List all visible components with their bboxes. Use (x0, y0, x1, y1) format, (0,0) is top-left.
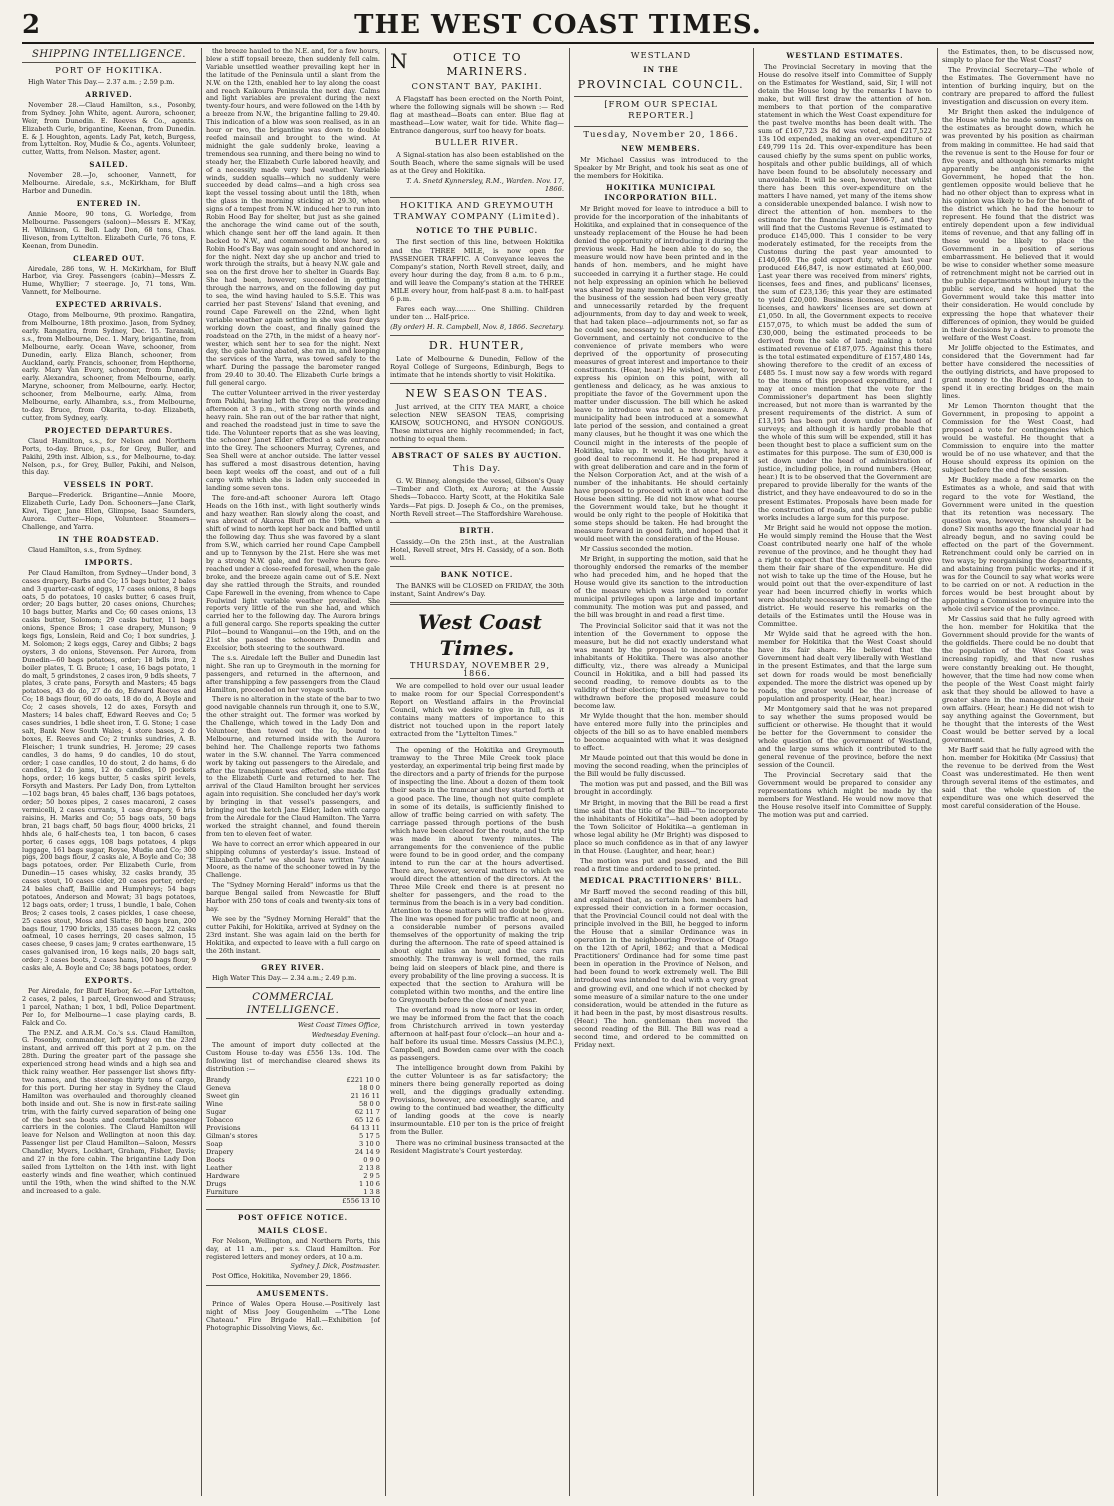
council-paragraph: Mr Maude pointed out that this would be done in moving the second reading, when the principles of the Bill would be fully discussed. (574, 754, 748, 779)
duty-value: 0 9 0 (363, 1155, 380, 1164)
pakihi-note: We see by the "Sydney Morning Herald" that the cutter Pakihi, for Hokitika, arrived at Sydney on the 23rd instant. She was again laid on the berth for Hokitika, and expected to leave with a full cargo on the 26th instant. (206, 914, 380, 955)
divider (390, 522, 564, 523)
editorial-paragraph: The intelligence brought down from Pakihi by the cutter Volunteer is as far satisfactory; the miners there being generally reported as doing well, and the diggings gradually extending. Provisions, however, are exceedingly scarce, and owing to the continued bad weather, the difficulty of landing goods at the cove is nearly insurmountable. £10 per ton is the price of freight from the Buller. (390, 1064, 564, 1137)
masthead (22, 8, 1094, 44)
duty-item: Sugar (206, 1107, 227, 1116)
duty-table (206, 1076, 380, 1205)
airedale-report: The s.s. Airedale left the Buller and Dunedin last night. She ran up to Greymouth in the morning for passengers, and returned in the afternoon, and after transhipping a few passengers from the Claud Hamilton, proceeded on her voyage south. (206, 653, 380, 694)
duty-value: 2 13 8 (359, 1163, 380, 1172)
roadstead-text: Claud Hamilton, s.s., from Sydney. (28, 545, 142, 554)
council-date: Tuesday, November 20, 1866. (583, 130, 739, 140)
duty-row (206, 1180, 380, 1188)
duty-row (206, 1108, 380, 1116)
column-rule (937, 48, 938, 1496)
in-port-text: Barque—Frederick. Brigantine—Annie Moore, Elizabeth Curle, Lady Don. Schooners—Jane Clark, Kiwi, Tiger, Jane Ellen, Glimpse, Isaac Saunders, Aurora. Cutter—Hope, Volunteer. Steamers—Challenge, and Yarra. (22, 491, 196, 531)
estimates-paragraph: Mr Joliffe objected to the Estimates, and considered that the Government had far better have considered the necessities of the outlying districts, and have proposed to grant money to the Road Boards, than to spend it in erecting bridges on the main lines. (942, 343, 1094, 400)
duty-row (206, 1076, 380, 1084)
divider (206, 1285, 380, 1286)
tramway-signature: (By order) H. R. Campbell, Nov. 8, 1866. Secretary. (390, 322, 564, 331)
estimates-paragraph: Mr Bright then asked the indulgence of the House while he made some remarks on the estimates as brought down, which he was prevented by his position as chairman from making in committee. He had said that the revenue is sent to the House for four or five years, and although his remarks might apparently be antagonistic to the Government, he hoped that the hon. gentlemen opposite would believe that he had no other object than to express what in his opinion was likely to be for the benefit of the district which he had the honour to represent. He found that the district was entirely dependent upon a few individual items of revenue, and that any falling off in these would be likely to place the Government in a position of serious embarrassment. He believed that it would be wise to consider whether some measure of retrenchment might not be carried out in the public departments without injury to the public service, and he hoped that the Government would take this matter into their consideration. He would conclude by expressing the hope that whatever their differences of opinion, they would be guided in their decisions by a desire to promote the welfare of the West Coast. (942, 108, 1094, 342)
duty-item: Drapery (206, 1147, 234, 1156)
teas-heading: NEW SEASON TEAS. (405, 387, 549, 401)
estimates-paragraph: the Estimates, then, to be discussed now, simply to place for the West Coast? (942, 48, 1094, 65)
medical-bill-heading: MEDICAL PRACTITIONERS' BILL. (579, 875, 743, 885)
duty-value: 64 13 11 (350, 1123, 380, 1132)
column-rule (569, 48, 570, 1496)
bengal-note: The "Sydney Morning Herald" informs us that the barque Bengal sailed from Newcastle for Bluff Harbor with 250 tons of coals and twenty-six tons of hay. (206, 881, 380, 913)
estimates-paragraph: Mr Buckley made a few remarks on the Estimates as a whole, and said that with regard to the vote for Westland, the Government were united in the question that its retention was necessary. The question was, however, how should it be done? Six months ago the financial year had already begun, and no saving could be effected on the part of the Government. Retrenchment could only be carried on in two ways; by reorganising the departments, and abstaining from public works; and if it was for the Council to say what works were to be carried on or not. A reduction in the forces would be best brought about by appointing a Commission to enquire into the whole civil service of the province. (942, 476, 1094, 614)
column-shipping-continued (206, 48, 380, 1496)
divider (390, 742, 564, 743)
editorial-paragraph: We are compelled to hold over our usual leader to make room for our Special Correspondent's Report on Westland affairs in the Provincial Council, which we desire to give in full, as it contains many matters of importance to this district not touched upon in the report lately extracted from the "Lyttelton Times." (390, 681, 564, 739)
duty-value: 65 12 6 (354, 1115, 380, 1124)
cleared-heading: CLEARED OUT. (73, 253, 145, 263)
duty-value: 21 16 11 (350, 1091, 380, 1100)
estimates-paragraph: Mr Barff said that he fully agreed with the hon. member for Hokitika (Mr Cassius) that the revenue to be derived from the West Coast was underestimated. He then went through several items of the estimates, and said that the whole question of the expenditure was one which deserved the most careful consideration of the House. (942, 745, 1094, 811)
projected-heading: PROJECTED DEPARTURES. (44, 425, 174, 435)
duty-row (206, 1188, 380, 1197)
tramway-subheading: NOTICE TO THE PUBLIC. (415, 226, 539, 236)
new-members-heading: NEW MEMBERS. (621, 144, 701, 153)
duty-row (206, 1084, 380, 1092)
council-paragraph: Mr Cassius seconded the motion. (580, 545, 693, 554)
duty-row (206, 1092, 380, 1100)
duty-value: 1 10 6 (359, 1179, 380, 1188)
column-rule (385, 48, 386, 1496)
cleared-text: Airedale, 286 tons, W. H. McKirkham, for Bluff Harbor, via Grey. Passengers (cabin)—Messrs Z. Hume, Whyllier; 7 steerage. Jo, 71 tons, Wm. Vannett, for Melbourne. (22, 264, 196, 297)
duty-row (206, 1172, 380, 1180)
duty-total: £556 13 10 (336, 1196, 380, 1205)
duty-item: Tobacco (206, 1115, 234, 1124)
arrived-heading: ARRIVED. (85, 89, 133, 99)
duty-value: 18 0 0 (359, 1083, 380, 1092)
birth-heading: BIRTH. (459, 525, 495, 535)
newspaper-page (22, 8, 1094, 1498)
duty-item: Provisions (206, 1123, 241, 1132)
post-office-signature: Sydney J. Dick, Postmaster. (290, 1262, 380, 1271)
column-estimates (758, 48, 932, 1496)
duty-value: 3 10 0 (359, 1139, 380, 1148)
mariners-subheading: CONSTANT BAY, PAKIHI. (411, 82, 543, 92)
amusements-heading: AMUSEMENTS. (256, 1289, 330, 1299)
sales-subheading: This Day. (452, 464, 502, 475)
mails-close-heading: MAILS CLOSE. (257, 1225, 329, 1235)
council-paragraph: Mr Bright, in supporting the motion, said that he thoroughly endorsed the remarks of the member who had preceded him, and he hoped that the House would give its sanction to the introduction of the measure which was intended to confer municipal privileges upon a large and important community. The motion was put and passed, and the bill was brought in and read a first time. (574, 555, 748, 620)
editorial-paragraph: There was no criminal business transacted at the Resident Magistrate's Court yesterday. (390, 1138, 564, 1155)
duty-row (206, 1148, 380, 1156)
aurora-report: The fore-and-aft schooner Aurora left Otago Heads on the 16th inst., with light southerly winds and hazy weather. Ran slowly along the coast, and was abreast of Akaroa Bluff on the 19th, when a shift of wind to north kept her back and baffled until the following day. Thus she was favored by a slant from S.W., which carried her round Cape Campbell and up to Tennyson by the 21st. Here she was met by a strong N.W. gale, and for twelve hours fore-reached under a close-reefed foresail, when the gale broke, and the breeze again came out of S.E. Next day she rattled through the Straits, and rounded Cape Farewell in the evening, from whence to Cape Foulwind light variable weather prevailed. She reports very little of the run she had, and which carried her to the following day. The Aurora brings a full general cargo. She reports speaking the cutter Pilot—bound to Wanganui—on the 19th, and on the 21st she passed the schooners Dunedin and Excelsior, both steering to the southward. (206, 493, 380, 652)
entered-text: Annie Moore, 90 tons, G. Worledge, from Melbourne. Passengers (saloon)—Messrs E. M'Kay, H. Wilkinson, G. Bell. Lady Don, 68 tons, Chas. Iliveson, from Lyttelton. Elizabeth Curle, 76 tons, F. Keenan, from Dunedin. (22, 209, 196, 250)
duty-value: 24 14 9 (354, 1147, 380, 1156)
duty-item: Sweet gin (206, 1091, 240, 1100)
column-rule (201, 48, 202, 1496)
sailed-text: November 28.—Jo, schooner, Vannett, for Melbourne. Airedale, s.s., McKirkham, for Bluff Harbor and Dunedin. (22, 171, 196, 196)
commercial-text: The amount of import duty collected at the Custom House to-day was £556 13s. 10d. The following list of merchandise cleared shews its distribution :— (206, 1041, 380, 1073)
column-rule (753, 48, 754, 1496)
entered-heading: ENTERED IN. (76, 198, 142, 208)
imports-text: Per Claud Hamilton, from Sydney—Under bond, 3 cases drapery, Barbs and Co; 15 bags butter, 2 bales and 3 quarter-cask of eggs, 17 cases onions, 8 bags oats, 5 do potatoes, 10 casks butter, 6 cases fruit, order; 20 bags butter, 20 cases onions, Churches; 10 bags butter, Marks and Co; 60 cases onions, 13 casks butter, Solomon; 29 casks butter, 11 bags onions, Spence Bros; 1 case drapery, Munson; 9 kegs figs, Lonslein, Reid and Co; 1 box sundries, J. M. Solomon; 2 kegs eggs, Carey and Gibbs; 2 bags oysters, 3 do onions, Stevenson. Per Aurora, from Dunedin—60 bags potatoes, order; 18 bdls iron, 2 boiler plates, T. G. Bruce; 1 case, 16 bags potato, 1 do malt, 5 grindstones, 2 cases iron, 9 bdls sheets, 7 plates, 3 crate pans, Forsyth and Masters; 45 bags potatoes, 43 do do, 27 do do, Edward Reeves and Co; 18 bags flour, 60 do oats, 18 do do, A Boyle and Co; 2 cases shovels, 12 do axes, Forsyth and Masters; 14 bales chaff, Edward Reeves and Co; 5 cases sundries, 1 bdle sheet iron, T. G. Stone; 1 case salt, Bank New South Wales; 4 store bases, 2 do boxes, E. Reeves and Co; 2 trunks sundries, A. B. Fleischer; 1 trunk sundries, H. Jerome; 29 cases candles, 3 do hams, 9 do candles, 10 do stout, order; 1 case candles, 10 do stout, 2 do hams, 6 do candles, 12 do jams, 12 do candles, 10 pockets hops, order; 16 kegs butter, 5 casks spirit levels, Forsyth and Masters. Per Lady Don, from Lyttelton—102 bags bran, 45 bales chaff, 136 bags potatoes, order; 50 boxes pipes, 2 cases macaroni, 2 cases vermicelli, 2 cases currants, 1 case drapery, 6 bris raisins, H. Marks and Co; 55 bags oats, 50 bags bran, 21 bags chaff, 50 bags flour, 4000 bricks, 21 hhds ale, 6 half-chests tea, 1 ton bacon, 6 cases porter, 6 cases eggs, 108 bags potatoes, 4 pkgs luggage, 161 bags sugar, Royse, Mudie and Co; 300 pigs, 200 bags flour, 2 casks ale, A Boyle and Co; 38 bags potatoes, order. Per Elizabeth Curle, from Dunedin—15 cases whisky, 32 casks brandy, 35 cases stout, 10 cases cider, 20 cases porter, order; 24 bales chaff, Baillie and Humphreys; 54 bags potatoes, Anderson and Mowat; 31 bags potatoes, 12 bags oats, order; 1 truss, 1 bundle, 1 bale, Cohen Bros; 2 cases tools, 2 cases pickles, 1 case cheese, 25 cases stout, Moss and Slatte; 80 bags bran, 200 bags flour, 1790 bricks, 135 cases bacon, 22 casks oatmeal, 10 cases herrings, 20 cases salmon, 15 cases cheese, 9 cases jam; 9 crates earthenware, 15 cases galvanised iron, 16 kegs nails, 20 bags salt, order; 3 cases boots, 2 cases hams, 100 bags flour, 9 casks ale, A. Boyle and Co; 38 bags potatoes, order. (22, 568, 196, 973)
council-paragraph: The Provincial Solicitor said that it was not the intention of the Government to oppose the measure, but he did not exactly understand what was meant by the proposal to incorporate the inhabitants of Hokitika. There was also another difficulty, viz., there was already a Municipal Council in Hokitika, and a bill had passed its second reading, to remove doubts as to the validity of their election; that bill would have to be withdrawn before the proposed measure could become law. (574, 621, 748, 710)
duty-item: Leather (206, 1163, 233, 1172)
estimates-paragraph: Mr Bright said he would not oppose the motion. He would simply remind the House that the West Coast contributed nearly one half of the whole revenue of the province, and he thought they had a right to expect that the Government would give them their fair share of the expenditure. He did not wish to take up the time of the House, but he would point out that the over-expenditure of last year had been incurred chiefly in works which were absolutely necessary to the well-being of the district. He would reserve his remarks on the details of the Estimates until the House was in Committee. (758, 523, 932, 629)
grey-river-heading: GREY RIVER. (261, 963, 325, 973)
estimates-paragraph: Mr Montgomery said that he was not prepared to say whether the sums proposed would be sufficient or otherwise. He thought that it would be better for the Government to consider the whole question of the government of Westland, and the large sums which it contributed to the general revenue of the province, before the next session of the Council. (758, 704, 932, 770)
exports-heading: EXPORTS. (84, 976, 134, 985)
council-paragraph: Mr Bright, in moving that the Bill be read a first time said that the title of the Bill—"to incorporate the inhabitants of Hokitika"—had been adopted by the Town Solicitor of Hokitika—a gentleman in whose legal ability he (Mr Bright) was disposed to place so much confidence as in that of any lawyer in that House. (Laughter, and hear, hear.) (574, 798, 748, 855)
amusements-text: Prince of Wales Opera House.—Positively last night of Miss Joey Gougenheim —"The Lone Chateau." Fire Brigade Hall.—Exhibition [of Photographic Dissolving Views, &c. (206, 1300, 380, 1332)
expected-heading: EXPECTED ARRIVALS. (55, 300, 163, 310)
duty-value: 5 17 5 (359, 1131, 380, 1140)
tramway-heading: HOKITIKA AND GREYMOUTH TRAMWAY COMPANY (Limited). (393, 201, 561, 223)
municipal-bill-heading: HOKITIKA MUNICIPAL INCORPORATION BILL. (604, 183, 718, 203)
duty-row (206, 1164, 380, 1172)
council-paragraph: Mr Bright moved for leave to introduce a bill to provide for the incorporation of the inhabitants of Hokitika, and explained that in consequence of the unsteady replacement of the House he had been denied the opportunity of introducing it during the previous week. Had he been able to do so, the measure would now have been printed and in the hands of hon. members, and he might have succeeded in carrying it a further stage. He could not help expressing an opinion which he believed was shared by many members of that House, that the business of the session had been very greatly and unnecessarily retarded by the frequent adjournments, from day to day and week to week, that had taken place—adjournments not, so far as he could see, necessary to the convenience of the Government, and certainly not conducive to the convenience of private members who were deprived of the opportunity of prosecuting measures of great interest and importance to their constituents. (Hear, hear.) He wished, however, to express his opinion on this point, with all gentleness and delicacy, as he was anxious to propitiate the favor of the Government upon the matter under discussion. The bill which he asked leave to introduce was not a new measure. A municipality had been introduced at a somewhat late period of the session, and contained a great many clauses, but he thought it was one which the Council might in the interests of the people of Hokitika, take up. It would, he thought, have a good deal to recommend it. He had prepared it with great deliberation and care and in the form of the Nelson Corporation Act, and at the wish of a number of the inhabitants. He should certainly have proposed to proceed with it at once had the House been sitting. He did not know what course the Government would take, but he thought it would be only right to the people of Hokitika that some steps should be taken. He had brought the measure forward in good faith, and hoped that it would meet with the consideration of the House. (574, 205, 748, 544)
divider (574, 96, 748, 97)
council-paragraph: Mr Barff moved the second reading of this bill, and explained that, as certain hon. members had expressed their conviction in a former occasion, that the Provincial Council could not deal with the principle involved in the Bill, he begged to inform the House that a similar Ordinance was in operation in the neighbouring Province of Otago on the 12th of April, 1862; and that a Medical Practitioners' Ordinance had for some time past been in operation in the Province of Nelson, and had been found to work extremely well. The Bill introduced was intended to deal with a very great and growing evil, and one which if not checked by some measure of a similar nature to the one under consideration, would be attended in the future as it had been in the past, by most disastrous results. (Hear.) The hon. gentleman then moved the second reading of the Bill. The Bill was read a second time, and ordered to be committed on Friday next. (574, 887, 748, 1049)
port-heading: PORT OF HOKITIKA. (55, 66, 163, 76)
column-advertisements (390, 48, 564, 1496)
page-number: 2 (22, 10, 41, 40)
buller-heading: BULLER RIVER. (434, 138, 520, 149)
council-paragraph: The motion was put and passed, and the Bill was brought in accordingly. (574, 780, 748, 797)
estimates-heading: WESTLAND ESTIMATES. (786, 51, 904, 60)
editorial-date: THURSDAY, NOVEMBER 29, 1866. (390, 662, 564, 679)
divider (206, 987, 380, 988)
teas-text: Just arrived, at the CITY TEA MART, a choice selection NEW SEASON TEAS, comprising KAISOW, SOUCHONG, and HYSON CONGOUS. These mixtures are highly recommended; in fact, nothing to equal them. (390, 403, 564, 444)
commercial-date: Wednesday Evening. (311, 1031, 380, 1040)
post-office-heading: POST OFFICE NOTICE. (237, 1212, 349, 1222)
arrived-text: November 28.—Claud Hamilton, s.s., Posonby, from Sydney. John White, agent. Aurora, schooner, Weir, from Dunedin. E. Reeves & Co., agents. Elizabeth Curle, brigantine, Keenan, from Dunedin. E. & J. Houghton, agents. Lady Pat, ketch, Burgess, from Lyttelton. Roy, Mudie & Co., agents. Volunteer, cutter, Watts, from Nelson. Master, agent. (22, 100, 196, 157)
duty-value: 58 0 0 (359, 1099, 380, 1108)
editorial-paragraph: The opening of the Hokitika and Greymouth tramway to the Three Mile Creek took place yesterday, an experimental trip being first made by the directors and a party of friends for the purpose of inspecting the line. About a dozen of them took their seats in the tramcar and they started forth at a good pace. The line, though not quite complete in some of its details, is sufficiently finished to allow of traffic being carried on with safety. The carriage passed through portions of the bush which have been cleared for the route, and the trip was made in about twenty minutes. The arrangements for the convenience of the public were found to be in good order, and the company intend to run the car at the hours advertised. There are, however, several matters to which we would direct the attention of the directors. At the Three Mile Creek end there is at present no shelter for passengers, and the road to the terminus from the beach is in a very bad condition. Attention to these matters will no doubt be given. The line was opened for public traffic at noon, and a considerable number of persons availed themselves of the opportunity of making the trip during the afternoon. The rate of speed attained is about eight miles an hour, and the cars run smoothly. The tramway is well formed, the rails being laid on sleepers of black pine, and there is every probability of the line proving a success. It is expected that the section to Arahura will be completed within two months, and the entire line to Greymouth before the close of next year. (390, 746, 564, 1004)
duty-item: Gilman's stores (206, 1131, 258, 1140)
duty-total-row (206, 1196, 380, 1205)
post-office-date: Post Office, Hokitika, November 29, 1866. (212, 1272, 352, 1281)
duty-item: Wine (206, 1099, 223, 1108)
duty-item: Soap (206, 1139, 223, 1148)
high-water: High Water This Day.— 2.37 a.m. ; 2.59 p.m. (28, 78, 175, 86)
estimates-paragraph: The Provincial Secretary said that the Government would be prepared to consider any representations which might be made by the members for Westland. He would now move that the House resolve itself into Committee of Supply. The motion was put and carried. (758, 771, 932, 820)
duty-value: 62 11 7 (354, 1107, 380, 1116)
special-reporter: [FROM OUR SPECIAL REPORTER.] (604, 100, 718, 121)
roadstead-heading: IN THE ROADSTEAD. (58, 534, 160, 544)
shipping-report-cont: the breeze hauled to the N.E. and, for a few hours, blew a stiff topsail breeze, then suddenly fell calm. Variable unsettled weather prevailing kept her in the latitude of the Peninsula until a slant from the N.W. on the 12th, enabled her to lay along the coast and reach Kaikoura Peninsula the next day. Calms and light variables are prevalent during the next twenty-four hours, and were followed on the 14th by a breeze from N.W., the brigantine falling to 29.40. This indication of a blow was soon realised, as in an hour or two, the brigantine was down to double reefed mainsail and brought to the wind. At midnight the gale suddenly broke, leaving a tremendous sea running, and there being no wind to steady her, the Elizabeth Curle labored heavily, and of a necessity made very bad weather. Variable winds, sudden squalls—which no suddenly were succeeded by dead calms—and a high cross sea kept the vessel tossing about until the 18th, when the glass in the morning sticking at 29.30, when signs of a tempest from N.W. induced her to run into Robin Hood Bay for shelter, but just as she gained the anchorage the wind came out of the south, which change sent her off the land again. It then backed to N.W., and commenced to blow hard, so Robin Hood's Bay was again sought and anchored in for the night. Next day she up anchor and tried to work through the straits, but a heavy N.W. gale and sea on the first drove her to shelter in Guards Bay. She had been, however, succeeded in getting through the narrows, and on the following day put to sea, the wind having hauled to S.S.E. This was carried her past Stevens' Island that evening, and round Cape Farewell on the 22nd, when light variable weather again setting in she was four days working down the coast, and finally gained the roadstead on the 27th, in the midst of a heavy nor'-wester, which sent her to sea for the night. Next day, the gale having abated, she ran in, and keeping the services of the Yarra, was towed safely to the wharf. During the passage the barometer ranged from 29.40 to 30.40. The Elizabeth Curle brings a full general cargo. (206, 48, 380, 388)
divider (390, 447, 564, 448)
column-council-report (574, 48, 748, 1496)
imports-heading: IMPORTS. (84, 557, 134, 567)
duty-item: Boots (206, 1155, 225, 1164)
duty-row (206, 1124, 380, 1132)
duty-row (206, 1132, 380, 1140)
shipping-heading: SHIPPING INTELLIGENCE. (22, 48, 196, 63)
duty-row (206, 1140, 380, 1148)
editorial-title: West Coast Times. (418, 609, 542, 660)
tramway-fares: Fares each way.......... One Shilling. Children under ten ... Half-price. (390, 304, 564, 321)
commercial-office: West Coast Times Office, (297, 1021, 380, 1030)
columns (22, 48, 1094, 1496)
council-heading-3: PROVINCIAL COUNCIL. (577, 78, 745, 91)
divider (206, 1209, 380, 1210)
estimates-paragraph: Mr Cassius said that he fully agreed with the hon. member for Hokitika that the Government should provide for the wants of the goldfields. There could be no doubt that the population of the West Coast was increasing rapidly, and that new rushes were constantly breaking out. He thought, however, that the time had now come when the people of the West Coast might fairly ask that they should be allowed to have a greater share in the management of their own affairs. (Hear, hear.) He did not wish to say anything against the Government, but he thought that the interests of the West Coast would be better served by a local government. (942, 615, 1094, 744)
tramway-text: The first section of this line, between Hokitika and the THREE MILE, is now open for PASSENGER TRAFFIC. A Conveyance leaves the Company's station, North Revell street, daily, and every hour during the day, from 8 a.m. to 6 p.m., and will leave the Company's station at the THREE MILE every hour, from half-past 8 a.m. to half-past 6 p.m. (390, 238, 564, 303)
hunter-text: Late of Melbourne & Dunedin, Fellow of the Royal College of Surgeons, Edinburgh, Begs to intimate that he intends shortly to visit Hokitika. (390, 354, 564, 380)
duty-item: Drugs (206, 1179, 227, 1188)
divider (390, 602, 564, 605)
duty-value: 1 3 8 (363, 1187, 380, 1196)
mariners-text: A Flagstaff has been erected on the North Point, where the following signals will be shown :— Red flag at masthead—Boats can enter. Blue flag at masthead—Low water, wait for tide. White flag—Entrance dangerous, surf too heavy for boats. (390, 95, 564, 136)
estimates-paragraph: The Provincial Secretary—The whole of the Estimates. The Government have no intention of burking inquiry, but on the contrary are prepared to afford the fullest investigation and discussion on every item. (942, 66, 1094, 107)
hunter-heading: DR. HUNTER, (428, 338, 526, 352)
duty-item: Geneva (206, 1083, 231, 1092)
council-heading-1: WESTLAND (630, 51, 692, 61)
council-paragraph: The motion was put and passed, and the Bill read a first time and ordered to be printed. (574, 856, 748, 873)
buller-signature: T. A. Snetd Kynnersley, R.M., Warden. Nov. 17, 1866. (406, 177, 564, 194)
divider (574, 126, 748, 127)
expected-text: Otago, from Melbourne, 9th proximo. Rangatira, from Melbourne, 18th proximo. Jason, from Sydney, early. Rangatira, from Sydney, Dec. 15. Taranaki, s.s., from Melbourne, Dec. 1. Mary, brigantine, from Melbourne, early. Ocean Wave, schooner, from Dunedin, early. Eliza Blanch, schooner, from Auckland, early. Francis, schooner, from Hepthorne, early. Mary Van Every, schooner, from Dunedin, early. Alexandra, schooner, from Melbourne, early. Maryne, schooner, from Melbourne, early. Hector, schooner, from Melbourne, early. Alma, from Melbourne, early. Alhambra, s.s., from Melbourne, to-day. Bruce, from Okarita, to-day. Elizabeth, cutter, from Sydney, early. (22, 311, 196, 422)
birth-text: Cassidy.—On the 25th inst., at the Australian Hotel, Revell street, Mrs H. Cassidy, of a son. Both well. (390, 537, 564, 562)
council-heading-2: IN THE (643, 65, 679, 74)
estimates-paragraph: Mr Lemon Thornton thought that the Government, in proposing to appoint a Commission for the West Coast, had proposed a vote for contingencies which would be wasteful. He thought that a Commission to enquire into the matter would be of no use whatever, and that the House should express its opinion on the subject before the end of the session. (942, 402, 1094, 475)
divider (390, 566, 564, 567)
buller-text: A Signal-station has also been established on the South Beach, where the same signals will be used as at the Grey and Hokitika. (390, 151, 564, 176)
bank-text: The BANKS will be CLOSED on FRIDAY, the 30th instant, Saint Andrew's Day. (390, 581, 564, 598)
duty-item: Hardware (206, 1171, 240, 1180)
shipping-report: The P.N.Z. and A.R.M. Co.'s s.s. Claud Hamilton, G. Posonby, commander, left Sydney on the 23rd instant, and arrived off this port at 2 p.m. on the 28th. During the greater part of the passage she experienced strong head winds and a high sea and thick rainy weather. Her passenger list shows fifty-two names, and the steerage thirty tons of cargo, for this port. During her stay in Sydney the Claud Hamilton was overhauled and thoroughly cleaned both inside and out. She is now in first-rate sailing trim, with the fairly curved separation of being one of the best sea boats and comfortable passenger carriers in the colonies. The Claud Hamilton will leave for Nelson and Wellington at noon this day. Passenger list per Claud Hamilton—Saloon, Messrs Chandler, Myers, Lockhart, Graham, Fisher, Davis; and 27 in the fore cabin. The brigantine Lady Don sailed from Lyttelton on the 14th inst. with light easterly winds and fine weather, which continued until the 19th, when the wind shifted to the N.W. and increased to a gale. (22, 1028, 196, 1195)
duty-row (206, 1116, 380, 1124)
duty-value: £221 10 0 (346, 1075, 380, 1084)
duty-item: Brandy (206, 1075, 231, 1084)
column-estimates-continued (942, 48, 1094, 1496)
in-port-heading: VESSELS IN PORT. (63, 480, 155, 490)
duty-value: 2 9 5 (363, 1171, 380, 1180)
correction-note: We have to correct an error which appeared in our shipping columns of yesterday's issue. Instead of "Elizabeth Curle" we should have written "Annie Moore, as the name of the schooner towed in by the Challenge. (206, 839, 380, 880)
divider (390, 197, 564, 198)
ad-notice-to-mariners (390, 51, 564, 193)
divider (390, 383, 564, 384)
column-shipping (22, 48, 196, 1496)
duty-total-label (206, 1196, 336, 1205)
sales-text: G. W. Binney, alongside the vessel, Gibson's Quay—Timber and Cloth, ex Aurora; at the Aussie Sheds—Tobacco. Harty Scott, at the Hokitika Sale Yards—Fat pigs. D. Joseph & Co., on the premises, North Revell street—The Staffordshire Warehouse. (390, 477, 564, 518)
divider (390, 335, 564, 336)
estimates-paragraph: Mr Wylde said that he agreed with the hon. member for Hokitika that the West Coast should have its fair share. He believed that the Government had dealt very liberally with Westland in the present Estimates, and that the large sum set down for roads would be most beneficially expended. The more the district was opened up by roads, the greater would be the increase of population and prosperity. (Hear, hear.) (758, 630, 932, 703)
duty-item: Furniture (206, 1187, 239, 1196)
duty-row (206, 1100, 380, 1108)
new-members-text: Mr Michael Cassius was introduced to the Speaker by Mr Bright, and took his seat as one of the members for Hokitika. (574, 156, 748, 181)
duty-row (206, 1156, 380, 1164)
grey-river-text: High Water This Day.— 2.34 a.m.; 2.49 p.m. (212, 974, 357, 983)
exports-text: Per Airedale, for Bluff Harbor, &c.—For Lyttelton, 2 cases, 2 pales, 1 parcel, Greenwood and Strauss; 1 parcel, Nathan; 1 box, 1 bdl, Police Department. Per Io, for Melbourne—1 case playing cards, B. Falck and Co. (22, 987, 196, 1027)
council-paragraph: Mr Wylde thought that the hon. member should have entered more fully into the principles and objects of the bill so as to have enabled members to become acquainted with what it was designed to effect. (574, 712, 748, 753)
newspaper-title: THE WEST COAST TIMES. (354, 10, 762, 40)
editorial-paragraph: The overland road is now more or less in order, we may be informed from the fact that the coach from Christchurch arrived in town yesterday afternoon at half-past four o'clock—an hour and a-half before its usual time. Messrs Cassius (M.P.C.), Campbell, and Bowden came over with the coach as passengers. (390, 1005, 564, 1063)
bank-heading: BANK NOTICE. (440, 569, 514, 579)
estimates-paragraph: The Provincial Secretary in moving that the House do resolve itself into Committee of Supply on the Estimates for Westland, said, Sir, I will not detain the House long by the remarks I have to make, but will first draw the attention of hon. members to that portion of the comparative statement in which the West Coast expenditure for the past twelve months has been dealt with. The sum of £167,723 2s 8d was voted, and £217,522 13s 10d expended, making an over-expenditure of £49,799 11s 2d. This over-expenditure has been caused chiefly by the sums spent on public works, hospitals and other public buildings, all of which have been found to be absolutely necessary and unavoidable. It will be seen, however, that whilst there has been this over-expenditure on the matters I have named, yet many of the items show a considerable unexpended balance. I wish now to direct the attention of hon. members to the estimate for the financial year 1866-7, and they will find that the Customs Revenue is estimated to produce £145,000. This I consider to be very moderately estimated, for the receipts from the Customs during the past year amounted to £140,469. The gold export duty, which last year produced £46,847, is now estimated at £60,000. Last year there was received from miners' rights, licenses, fees and fines, and publicans' licenses, the sum of £23,136; this year they are estimated to yield £20,000. Business licenses, auctioneers' licenses, and hawkers' licenses are set down at £1,050. In all, the Government expects to receive £157,075, to which must be added the sum of £30,000, being the estimated proceeds to be derived from the sale of land; making a total estimated revenue of £187,075. Against this there is the total estimated expenditure of £157,480 14s, showing therefore to the credit of an excess of £485 5s. I must now say a few words with regard to the items of this proposed expenditure, and I may at once mention that the vote for the Commissioner's department has been slightly increased, but not more than is warranted by the present requirements of the district. A sum of £13,195 has been put down under the head of surveys; and although it is hardly probable that the whole of this sum will be expended, still it has been thought best to place a sufficient sum on the estimates for this purpose. The sum of £30,000 is set down under the head of administration of justice, including police, in round numbers. (Hear, hear.) It is to be observed that the Government are prepared to provide liberally for the wants of the district, and they have endeavoured to do so in the present Estimates. Proposals have been made for the construction of roads, and the vote for public works includes a large sum for this purpose. (758, 63, 932, 522)
post-office-text: For Nelson, Wellington, and Northern Ports, this day, at 11 a.m., per s.s. Claud Hamilton. For registered letters and money orders, at 10 a.m. (206, 1236, 380, 1261)
projected-text: Claud Hamilton, s.s., for Nelson and Northern Ports, to-day. Bruce, p.s., for Grey, Buller, and Pakihi, 29th inst. Albion, s.s., for Melbourne, to-day. Nelson, p.s., for Grey, Buller, Pakihi, and Nelson, this day. (22, 436, 196, 477)
commercial-heading: COMMERCIAL INTELLIGENCE. (206, 991, 380, 1019)
sales-heading: ABSTRACT OF SALES BY AUCTION. (391, 451, 563, 461)
volunteer-report: The cutter Volunteer arrived in the river yesterday from Pakihi, having left the Grey on the preceding afternoon at 3 p.m., with strong north winds and heavy rain. She ran out of the bar rather that night, and reached the roadstead just in time to save the tide. The Volunteer reports that as she was leaving, the schooner Janet Elder effected a safe entrance into the Grey. The schooners Murray, Cyrenes, and Sea Shell were at anchor outside. The latter vessel has suffered a most disastrous detention, having been kept weeks off the coast, and out of a full cargo with which she is laden only succeeded in landing some seven tons. (206, 388, 380, 492)
mariners-heading: NOTICE TO MARINERS. (390, 49, 529, 78)
divider (206, 959, 380, 960)
bar-report: There is no alteration in the state of the bar to two good navigable channels run through it, one to S.W., the other straight out. The former was worked by the Challenge, which towed in the Lady Don and Volunteer, then towed out the Io, bound to Melbourne, and returned inside with the Aurora behind her. The Challenge reports two fathoms water in the S.W. channel. The Yarra commenced work by taking out passengers to the Airedale, and after the transhipment was effected, she made fast to the Elizabeth Curle and returned to her. The arrival of the Claud Hamilton brought her services again into requisition. She concluded her day's work by bringing in that vessel's passengers, and bringing out the ketch Jane Elder, laden with cargo from the Airedale for the Claud Hamilton. The Yarra worked the straight channel, and found therein from ten to eleven feet of water. (206, 695, 380, 838)
sailed-heading: SAILED. (89, 160, 129, 170)
